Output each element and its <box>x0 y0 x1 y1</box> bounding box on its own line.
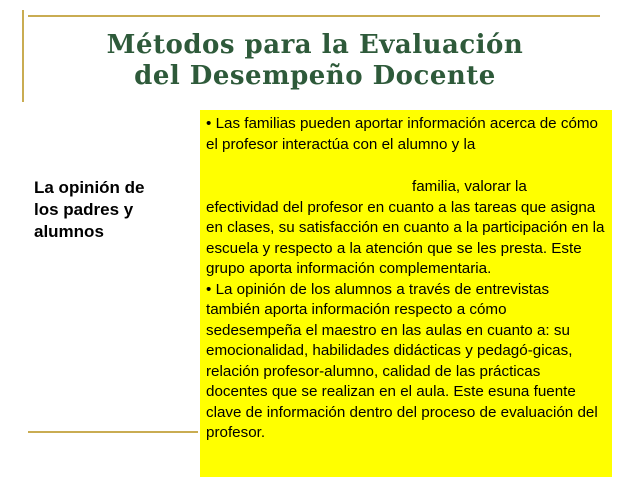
paragraph-students <box>206 280 606 444</box>
left-rule <box>22 10 24 102</box>
top-rule <box>28 15 600 17</box>
paragraph-parents-rest: efectividad del profesor en cuanto a las tareas que asigna en clases, su satisfacción en cuanto a la participación en la escuela y respecto a la atención que se les presta. Este grupo aporta información complementaria. <box>206 198 605 277</box>
side-label-line-3: alumnos <box>34 222 104 241</box>
slide-title <box>60 30 570 92</box>
side-label <box>34 177 194 243</box>
title-line-1: Métodos para la Evaluación <box>106 30 524 60</box>
text-gap <box>206 155 606 177</box>
side-label-line-1: La opinión de <box>34 178 145 197</box>
paragraph-parents-start: Las familias pueden aportar información acerca de cómo el profesor interactúa con el alumno y la <box>206 115 598 153</box>
paragraph-parents-continued: familia, valorar la <box>412 178 527 195</box>
bullet-marker: • <box>206 280 212 298</box>
bottom-rule <box>28 431 198 433</box>
content-box <box>200 110 612 477</box>
paragraph-parents <box>206 114 606 280</box>
side-label-line-2: los padres y <box>34 200 134 219</box>
bullet-marker: • <box>206 115 212 132</box>
paragraph-students-text: La opinión de los alumnos a través de entrevistas también aporta información respecto a cómo sedesempeña el maestro en las aulas en cuanto a: su emocionalidad, habilidades didácticas y pedagó-gicas, relación profesor-alumno, calidad de las prácticas docentes que se realizan en el aula. Este esuna fuente clave de información dentro del proceso de evaluación del profesor. <box>206 280 598 441</box>
title-line-2: del Desempeño Docente <box>134 61 496 91</box>
